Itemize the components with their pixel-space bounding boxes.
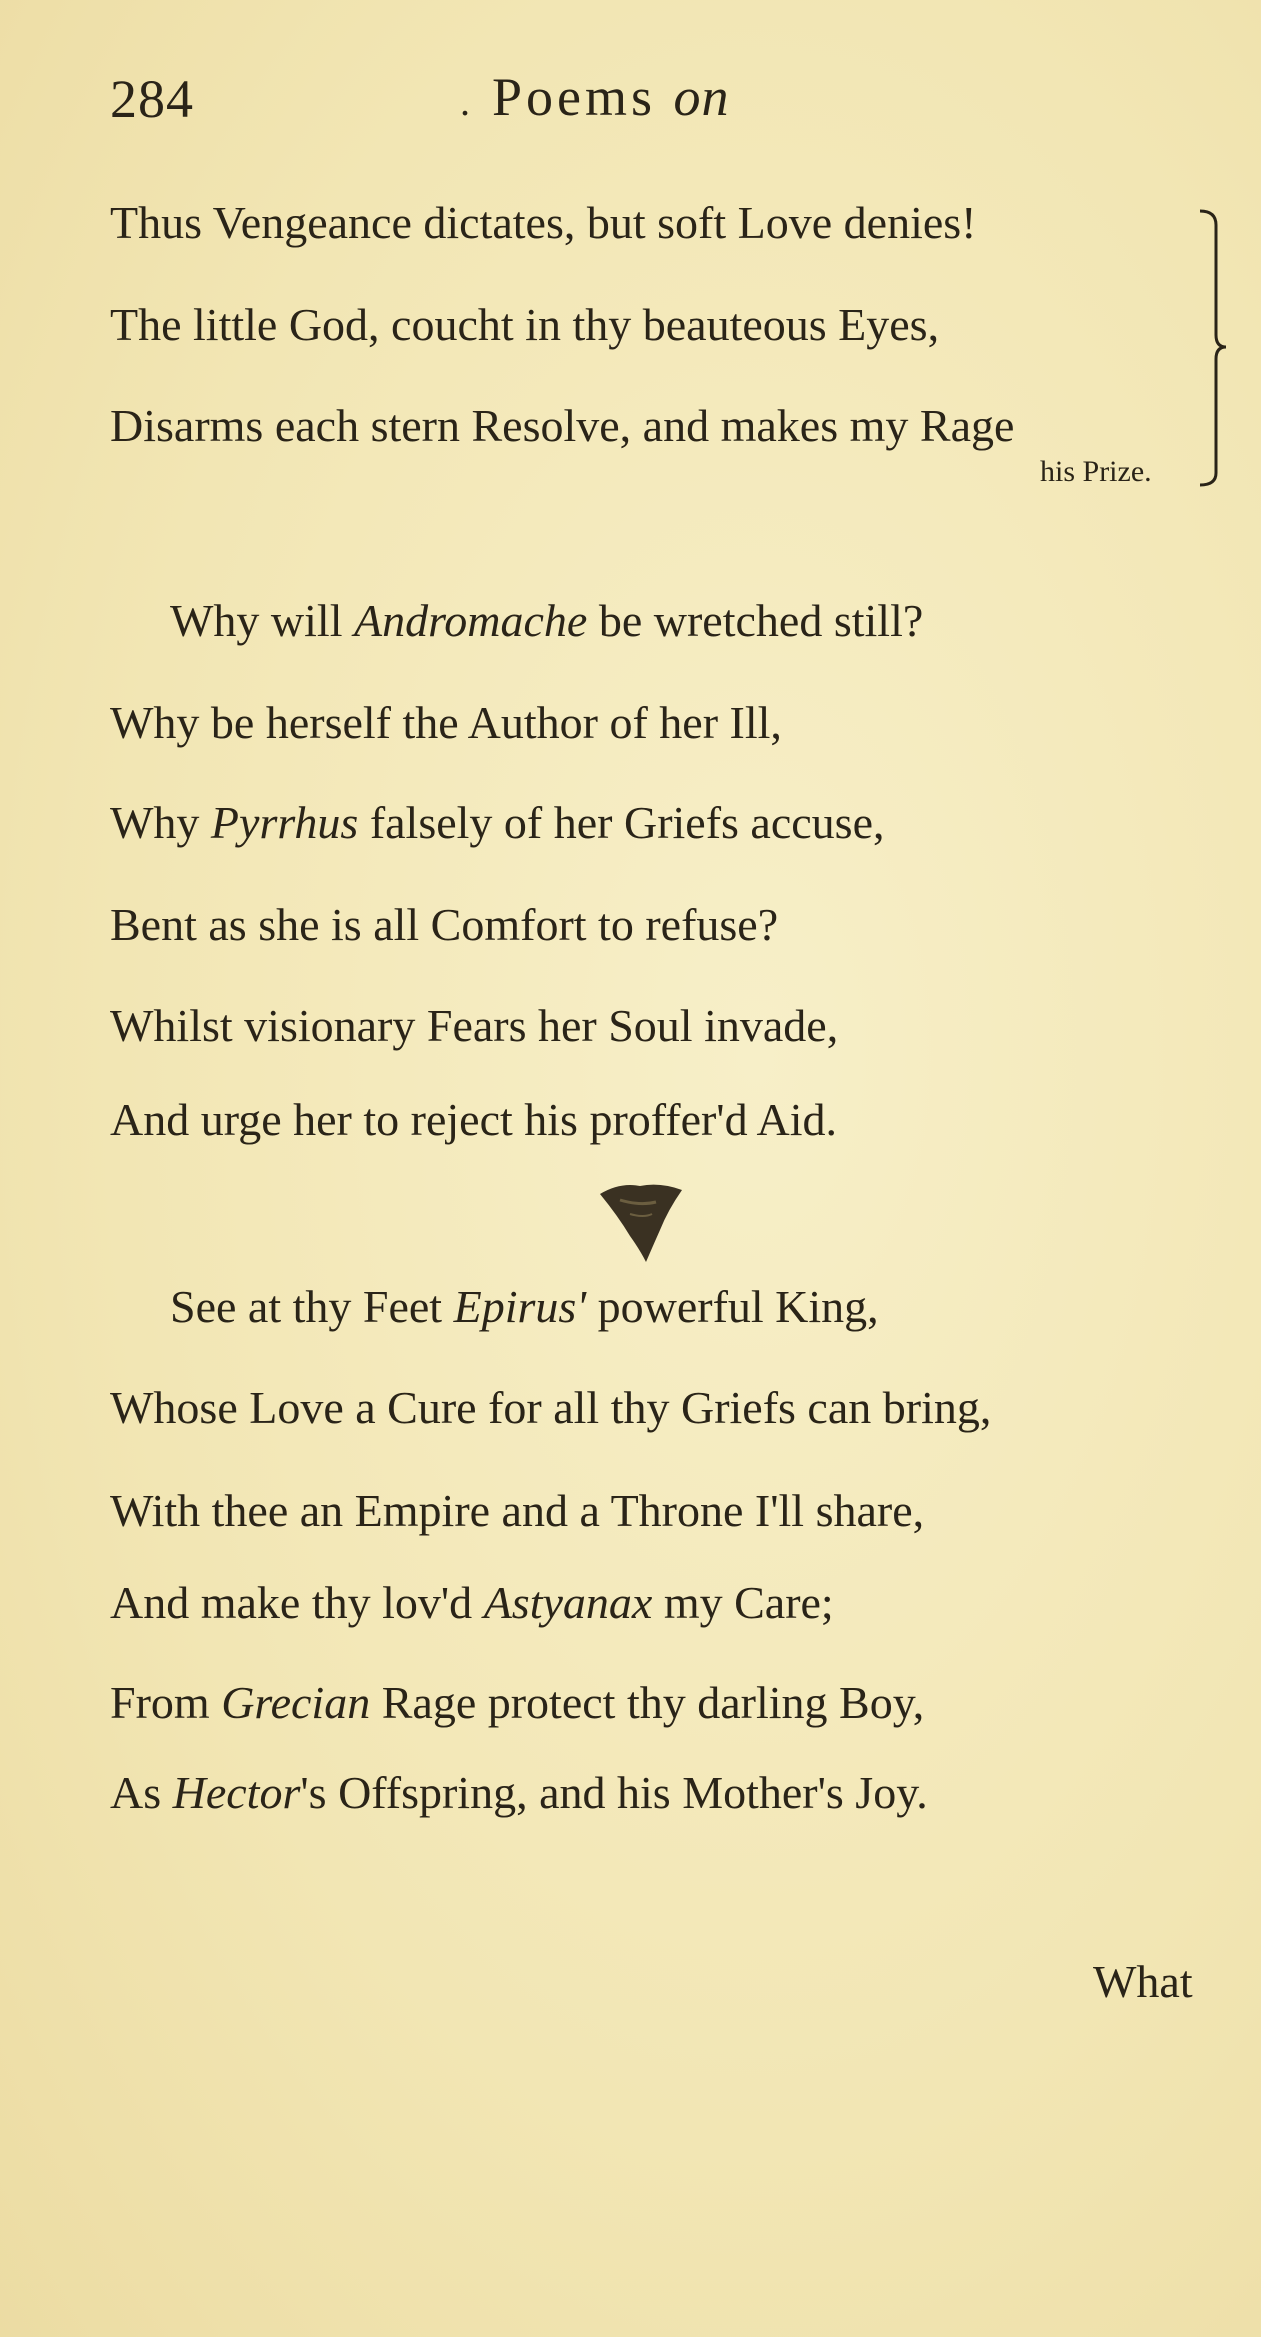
- verse-line: Whilst visionary Fears her Soul invade,: [110, 1000, 839, 1051]
- running-title-main: Poems: [492, 67, 657, 127]
- proper-name: Grecian: [221, 1677, 371, 1728]
- page-number: 284: [110, 69, 194, 129]
- proper-name: Hector: [172, 1767, 301, 1818]
- ornament-fleuron: [590, 1180, 690, 1264]
- verse-line: Bent as she is all Comfort to refuse?: [110, 899, 779, 950]
- proper-name: Pyrrhus: [210, 797, 359, 848]
- running-title-dot: .: [460, 79, 474, 124]
- verse-line: From Grecian Rage protect thy darling Boy,: [110, 1677, 925, 1728]
- running-title-on: on: [673, 67, 730, 127]
- verse-line: Why Pyrrhus falsely of her Griefs accuse,: [110, 797, 885, 848]
- verse-line: The little God, coucht in thy beauteous Eyes,: [110, 299, 940, 350]
- verse-line: As Hector's Offspring, and his Mother's Joy.: [110, 1767, 928, 1818]
- verse-line: And make thy lov'd Astyanax my Care;: [110, 1577, 834, 1628]
- page-header: [0, 60, 1261, 140]
- triplet-brace: [1196, 205, 1230, 490]
- verse-line: Why be herself the Author of her Ill,: [110, 697, 782, 748]
- running-title: [460, 66, 730, 128]
- verse-line: With thee an Empire and a Throne I'll share,: [110, 1485, 925, 1536]
- catchword: What: [1093, 1956, 1193, 2007]
- verse-line: Disarms each stern Resolve, and makes my Rage: [110, 400, 1015, 451]
- proper-name: Andromache: [353, 595, 588, 646]
- verse-line: Why will Andromache be wretched still?: [170, 595, 924, 646]
- verse-turnover: his Prize.: [1040, 455, 1152, 488]
- verse-line: Whose Love a Cure for all thy Griefs can bring,: [110, 1382, 992, 1433]
- verse-line: Thus Vengeance dictates, but soft Love denies!: [110, 197, 977, 248]
- verse-line: See at thy Feet Epirus' powerful King,: [170, 1281, 879, 1332]
- verse-line: And urge her to reject his proffer'd Aid.: [110, 1094, 838, 1145]
- proper-name: Astyanax: [483, 1577, 653, 1628]
- proper-name: Epirus': [453, 1281, 587, 1332]
